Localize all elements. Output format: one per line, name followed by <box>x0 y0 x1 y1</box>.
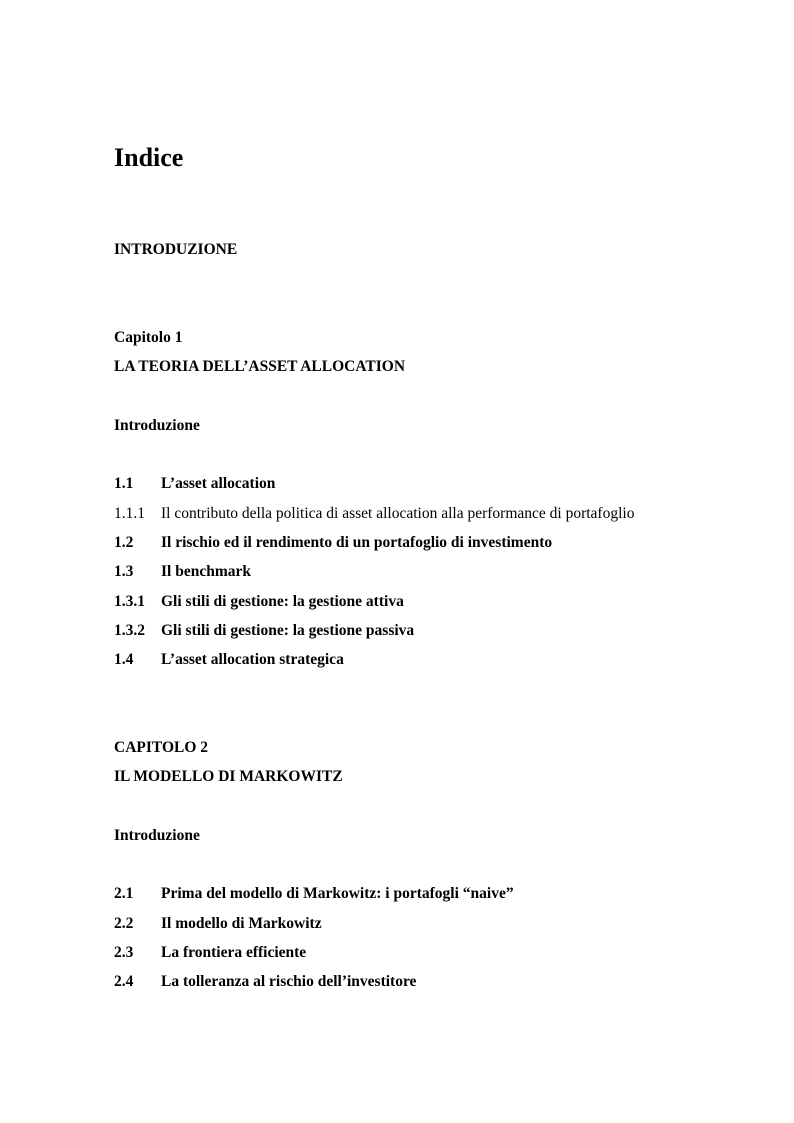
chapter-2-title: IL MODELLO DI MARKOWITZ <box>114 768 343 785</box>
toc-entry-text: Il benchmark <box>161 563 251 580</box>
toc-entry-text: Prima del modello di Markowitz: i portafogli “naive” <box>161 885 514 902</box>
toc-entry-1-3[interactable] <box>114 562 251 582</box>
toc-entry-text: La frontiera efficiente <box>161 944 307 961</box>
toc-entry-text: Gli stili di gestione: la gestione attiva <box>161 593 404 610</box>
toc-entry-number: 2.2 <box>114 915 134 932</box>
toc-entry-text: Il contributo della politica di asset allocation alla performance di portafoglio <box>161 505 635 522</box>
chapter-1-introduction: Introduzione <box>114 417 200 434</box>
toc-entry-2-2[interactable] <box>114 914 322 934</box>
toc-entry-2-3[interactable] <box>114 943 306 963</box>
toc-entry-1-2[interactable] <box>114 533 552 553</box>
toc-entry-number: 1.3.1 <box>114 593 145 610</box>
toc-entry-number: 1.3.2 <box>114 622 145 639</box>
toc-entry-text: L’asset allocation strategica <box>161 651 344 668</box>
toc-entry-number: 1.1 <box>114 475 134 492</box>
toc-entry-1-1-1[interactable] <box>114 504 634 524</box>
toc-entry-1-4[interactable] <box>114 650 344 670</box>
toc-entry-number: 1.2 <box>114 534 134 551</box>
toc-entry-number: 2.4 <box>114 973 134 990</box>
toc-entry-1-1[interactable] <box>114 474 275 494</box>
toc-entry-text: La tolleranza al rischio dell’investitore <box>161 973 417 990</box>
chapter-2-introduction: Introduzione <box>114 827 200 844</box>
chapter-1-label: Capitolo 1 <box>114 329 183 346</box>
toc-entry-text: Gli stili di gestione: la gestione passiva <box>161 622 415 639</box>
toc-entry-text: L’asset allocation <box>161 475 276 492</box>
introduction-heading: INTRODUZIONE <box>114 241 238 258</box>
chapter-1-title: LA TEORIA DELL’ASSET ALLOCATION <box>114 358 406 375</box>
toc-entry-text: Il modello di Markowitz <box>161 915 322 932</box>
toc-entry-number: 2.3 <box>114 944 134 961</box>
toc-entry-2-4[interactable] <box>114 972 416 992</box>
toc-entry-1-3-2[interactable] <box>114 621 414 641</box>
toc-entry-number: 2.1 <box>114 885 134 902</box>
page-title: Indice <box>114 143 184 172</box>
chapter-2-label: CAPITOLO 2 <box>114 739 209 756</box>
toc-entry-2-1[interactable] <box>114 884 514 904</box>
toc-entry-1-3-1[interactable] <box>114 592 404 612</box>
toc-entry-number: 1.3 <box>114 563 134 580</box>
toc-entry-number: 1.4 <box>114 651 134 668</box>
toc-entry-text: Il rischio ed il rendimento di un portafoglio di investimento <box>161 534 553 551</box>
toc-entry-number: 1.1.1 <box>114 505 145 522</box>
